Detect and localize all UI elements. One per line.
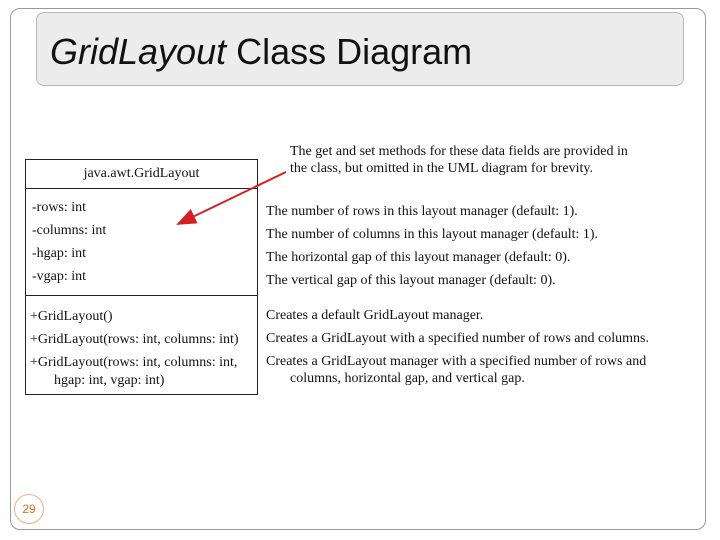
note-line: The get and set methods for these data fields are provided in [290,144,628,159]
uml-field: -hgap: int [32,246,87,261]
uml-method-continuation: hgap: int, vgap: int) [54,373,165,388]
method-description: Creates a GridLayout manager with a specified number of rows and [266,354,647,369]
page-number: 29 [14,494,44,524]
method-description-continuation: columns, horizontal gap, and vertical gap. [290,371,525,386]
method-description: Creates a default GridLayout manager. [266,308,484,323]
uml-field: -rows: int [32,200,87,215]
uml-class-name: java.awt.GridLayout [26,160,257,189]
field-description: The number of columns in this layout manager (default: 1). [266,227,599,242]
field-description: The number of rows in this layout manager (default: 1). [266,204,578,219]
uml-field: -vgap: int [32,269,87,284]
uml-field: -columns: int [32,223,107,238]
slide-title-class-name: GridLayout [50,31,227,72]
field-description: The vertical gap of this layout manager (default: 0). [266,273,556,288]
uml-method: +GridLayout(rows: int, columns: int, [30,355,238,370]
field-description: The horizontal gap of this layout manager (default: 0). [266,250,571,265]
uml-method: +GridLayout() [30,309,113,324]
slide-title-rest: Class Diagram [226,31,473,72]
uml-method: +GridLayout(rows: int, columns: int) [30,332,239,347]
method-description: Creates a GridLayout with a specified number of rows and columns. [266,331,649,346]
note-line: the class, but omitted in the UML diagram for brevity. [290,161,594,176]
